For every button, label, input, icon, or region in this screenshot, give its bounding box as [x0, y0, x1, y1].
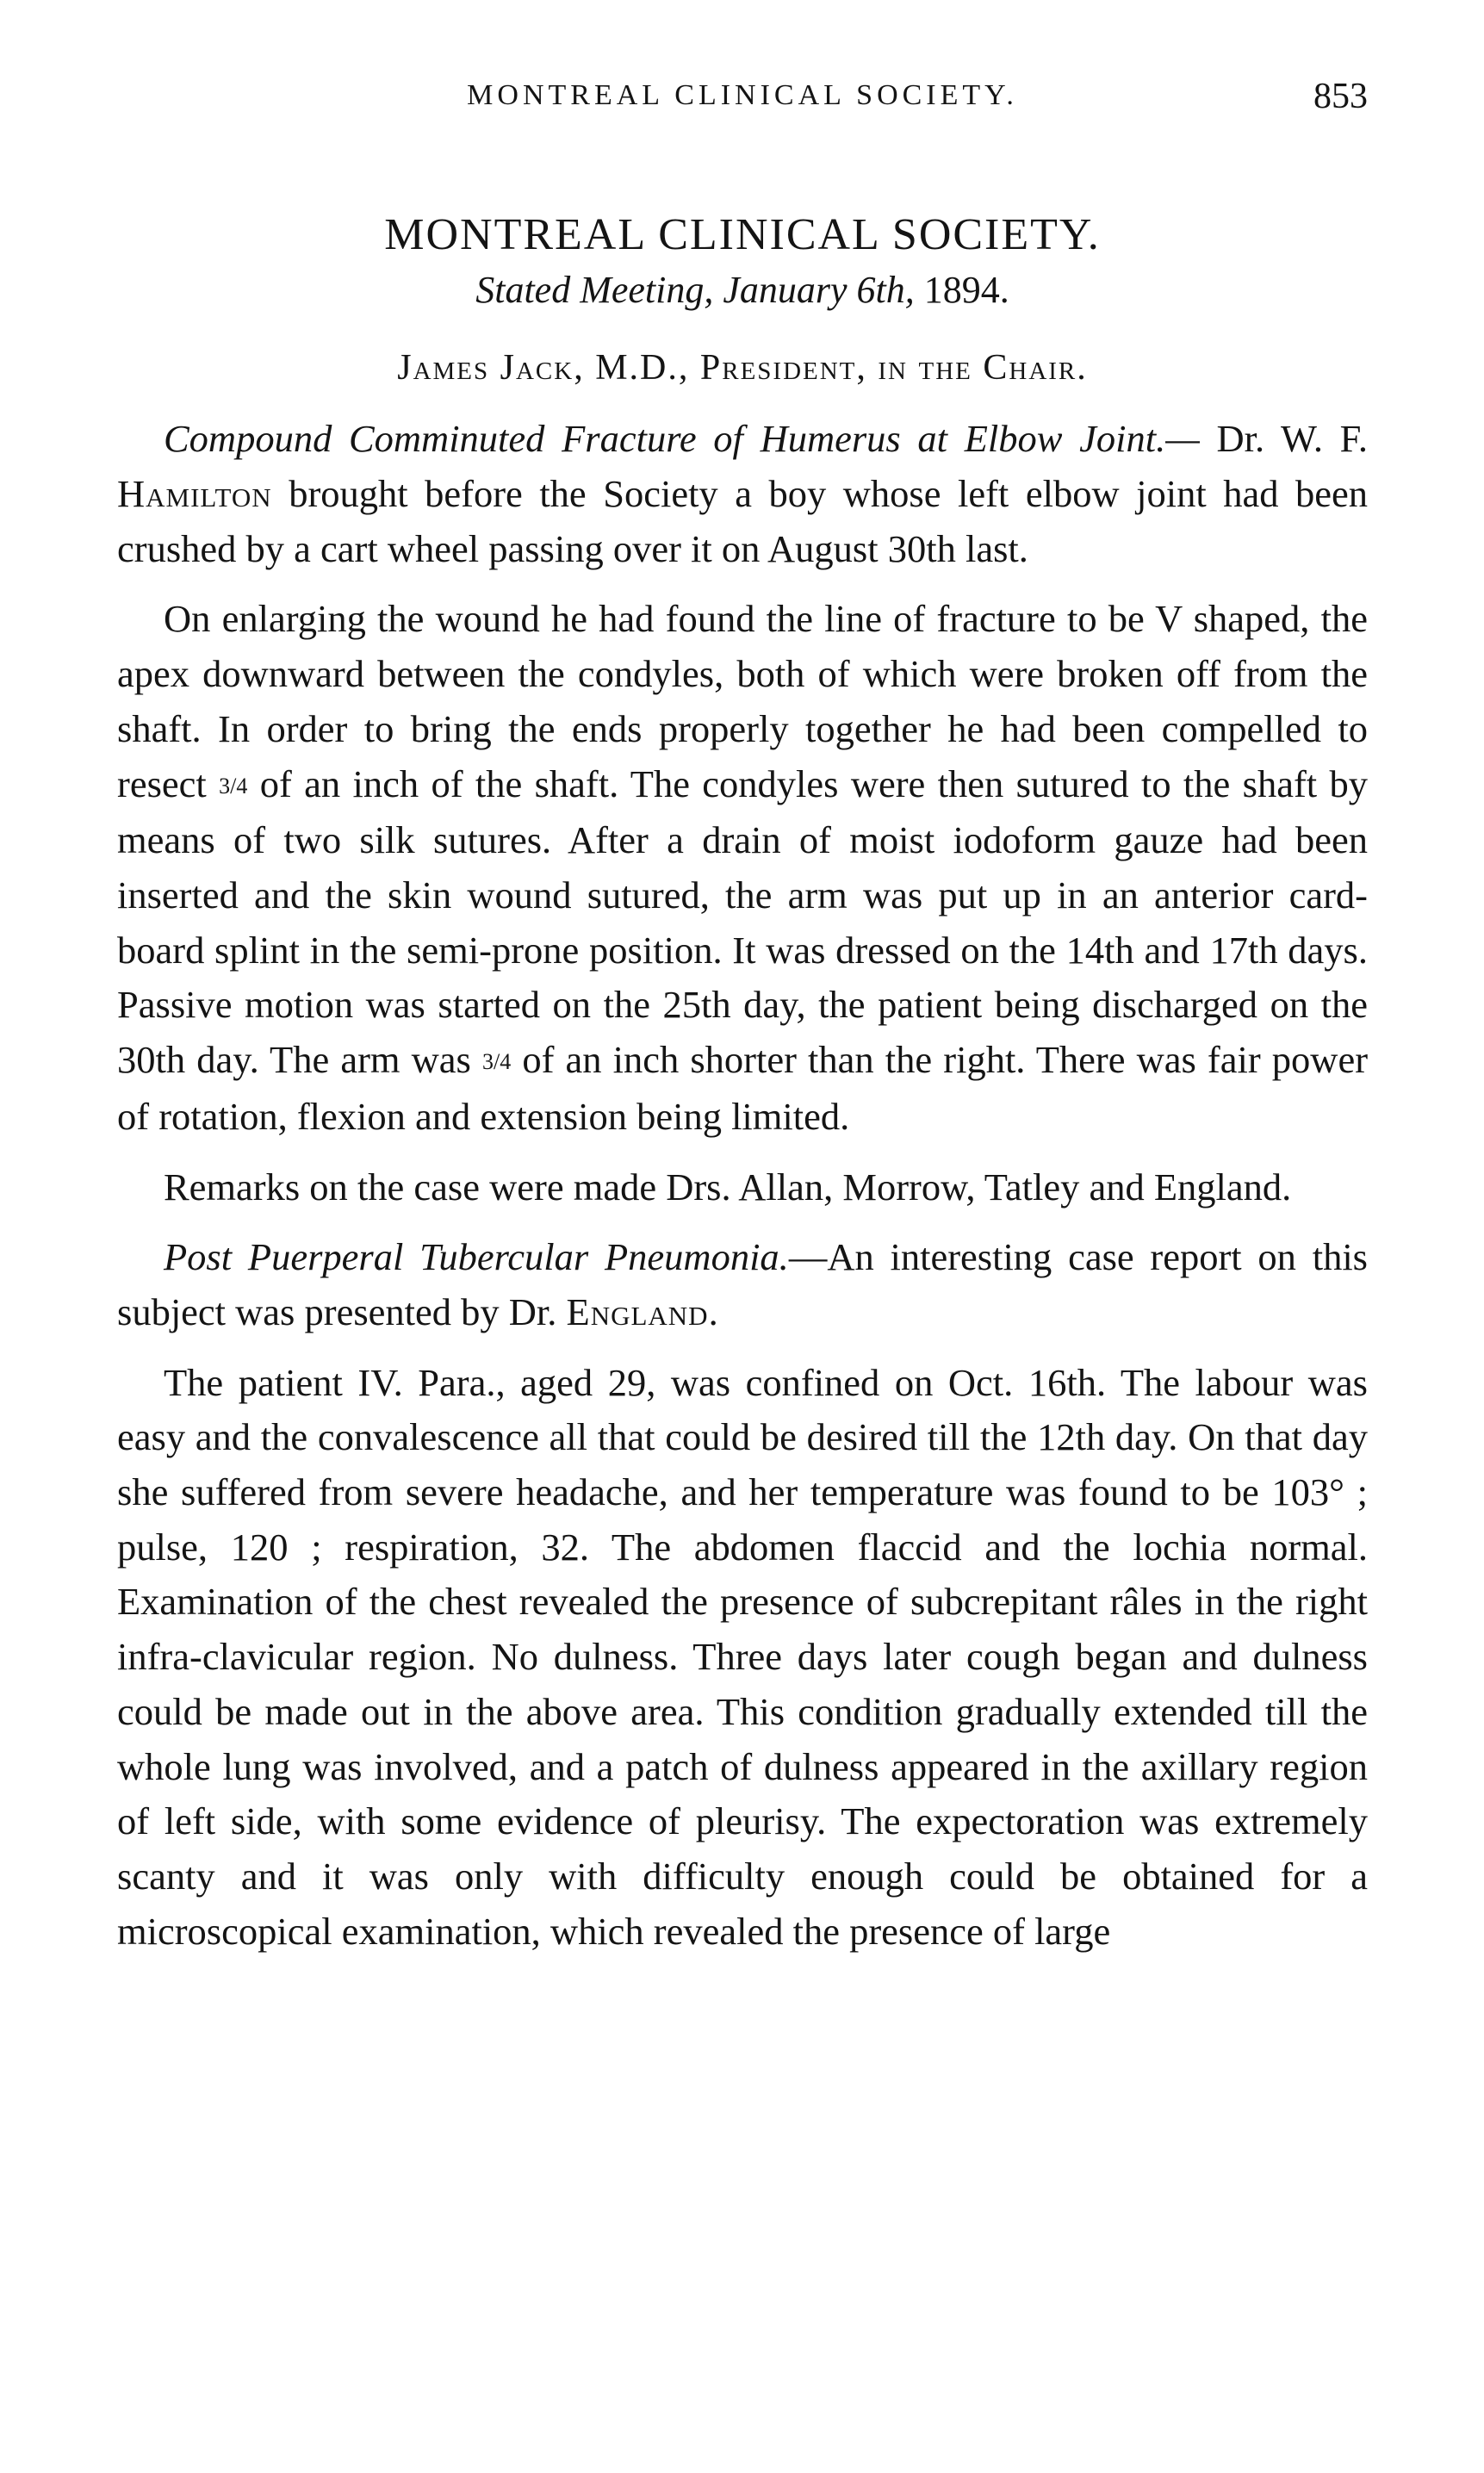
case1-details-a: On enlarging the wound he had found the line of fracture to be V shaped, the apex downward between the condyles, both of which were broken off from the shaft. In order to bring the ends properly together he had been compelled to resect: [117, 597, 1368, 805]
chair-line: James Jack, M.D., President, in the Chair.: [397, 347, 1088, 388]
case1-details-c: of an inch shorter than the right. There was fair power of rotation, flexion and extension being limited.: [117, 1038, 1369, 1138]
running-head: [117, 79, 1368, 140]
meeting-label: Stated Meeting, January 6th,: [475, 269, 915, 312]
case1-intro-paragraph: [117, 412, 1368, 576]
case2-intro-paragraph: [117, 1230, 1368, 1339]
article-body: [117, 412, 1368, 1959]
case2-presenter-name: England.: [566, 1289, 719, 1333]
case2-intro-text: —An interesting case report on this subject was presented by Dr.: [117, 1235, 1368, 1333]
case1-intro-text: brought before the Society a boy whose left elbow joint had been crushed by a cart wheel passing over it on August 30th last.: [117, 472, 1369, 570]
case2-details-paragraph: The patient IV. Para., aged 29, was confined on Oct. 16th. The labour was easy and the convalescence all that could be desired till the 12th day. On that day she suffered from severe headache, and her temperature was found to be 103° ; pulse, 120 ; respiration, 32. The abdomen flaccid and the lochia normal. Examination of the chest revealed the presence of subcrepitant râles in the right infra-clavicular region. No dulness. Three days later cough began and dulness could be made out in the above area. This condition gradually extended till the whole lung was involved, and a patch of dulness appeared in the axillary region of left side, with some evidence of pleurisy. The expectoration was extremely scanty and it was only with difficulty enough could be obtained for a microscopical examination, which revealed the presence of large: [117, 1360, 1368, 1953]
case1-details-paragraph: [117, 592, 1368, 1144]
case1-remarks-paragraph: Remarks on the case were made Drs. Allan, Morrow, Tatley and England.: [164, 1165, 1292, 1209]
meeting-line: [117, 268, 1368, 314]
fraction-three-quarters: 3/4: [219, 773, 248, 798]
case1-heading: Compound Comminuted Fracture of Humerus at Elbow Joint.—: [164, 417, 1200, 461]
fraction-three-quarters: 3/4: [481, 1049, 512, 1075]
society-title: MONTREAL CLINICAL SOCIETY.: [384, 210, 1101, 259]
case1-presenter-name: Hamilton: [117, 472, 272, 516]
case1-details-b: of an inch of the shaft. The condyles were then sutured to the shaft by means of two silk sutures. After a drain of moist iodoform gauze had been inserted and the skin wound sutured, the arm was put up in an anterior card-board splint in the semi-prone position. It was dressed on the 14th and 17th days. Passive motion was started on the 25th day, the patient being discharged on the 30th day. The arm was: [117, 761, 1369, 1082]
case1-presenter-prefix: Dr. W. F.: [1216, 417, 1368, 461]
page: [117, 79, 1368, 1959]
running-title: MONTREAL CLINICAL SOCIETY.: [467, 79, 1018, 111]
case2-heading: Post Puerperal Tubercular Pneumonia.: [164, 1235, 789, 1279]
meeting-year: 1894.: [923, 269, 1009, 312]
page-number: 853: [1313, 77, 1368, 116]
